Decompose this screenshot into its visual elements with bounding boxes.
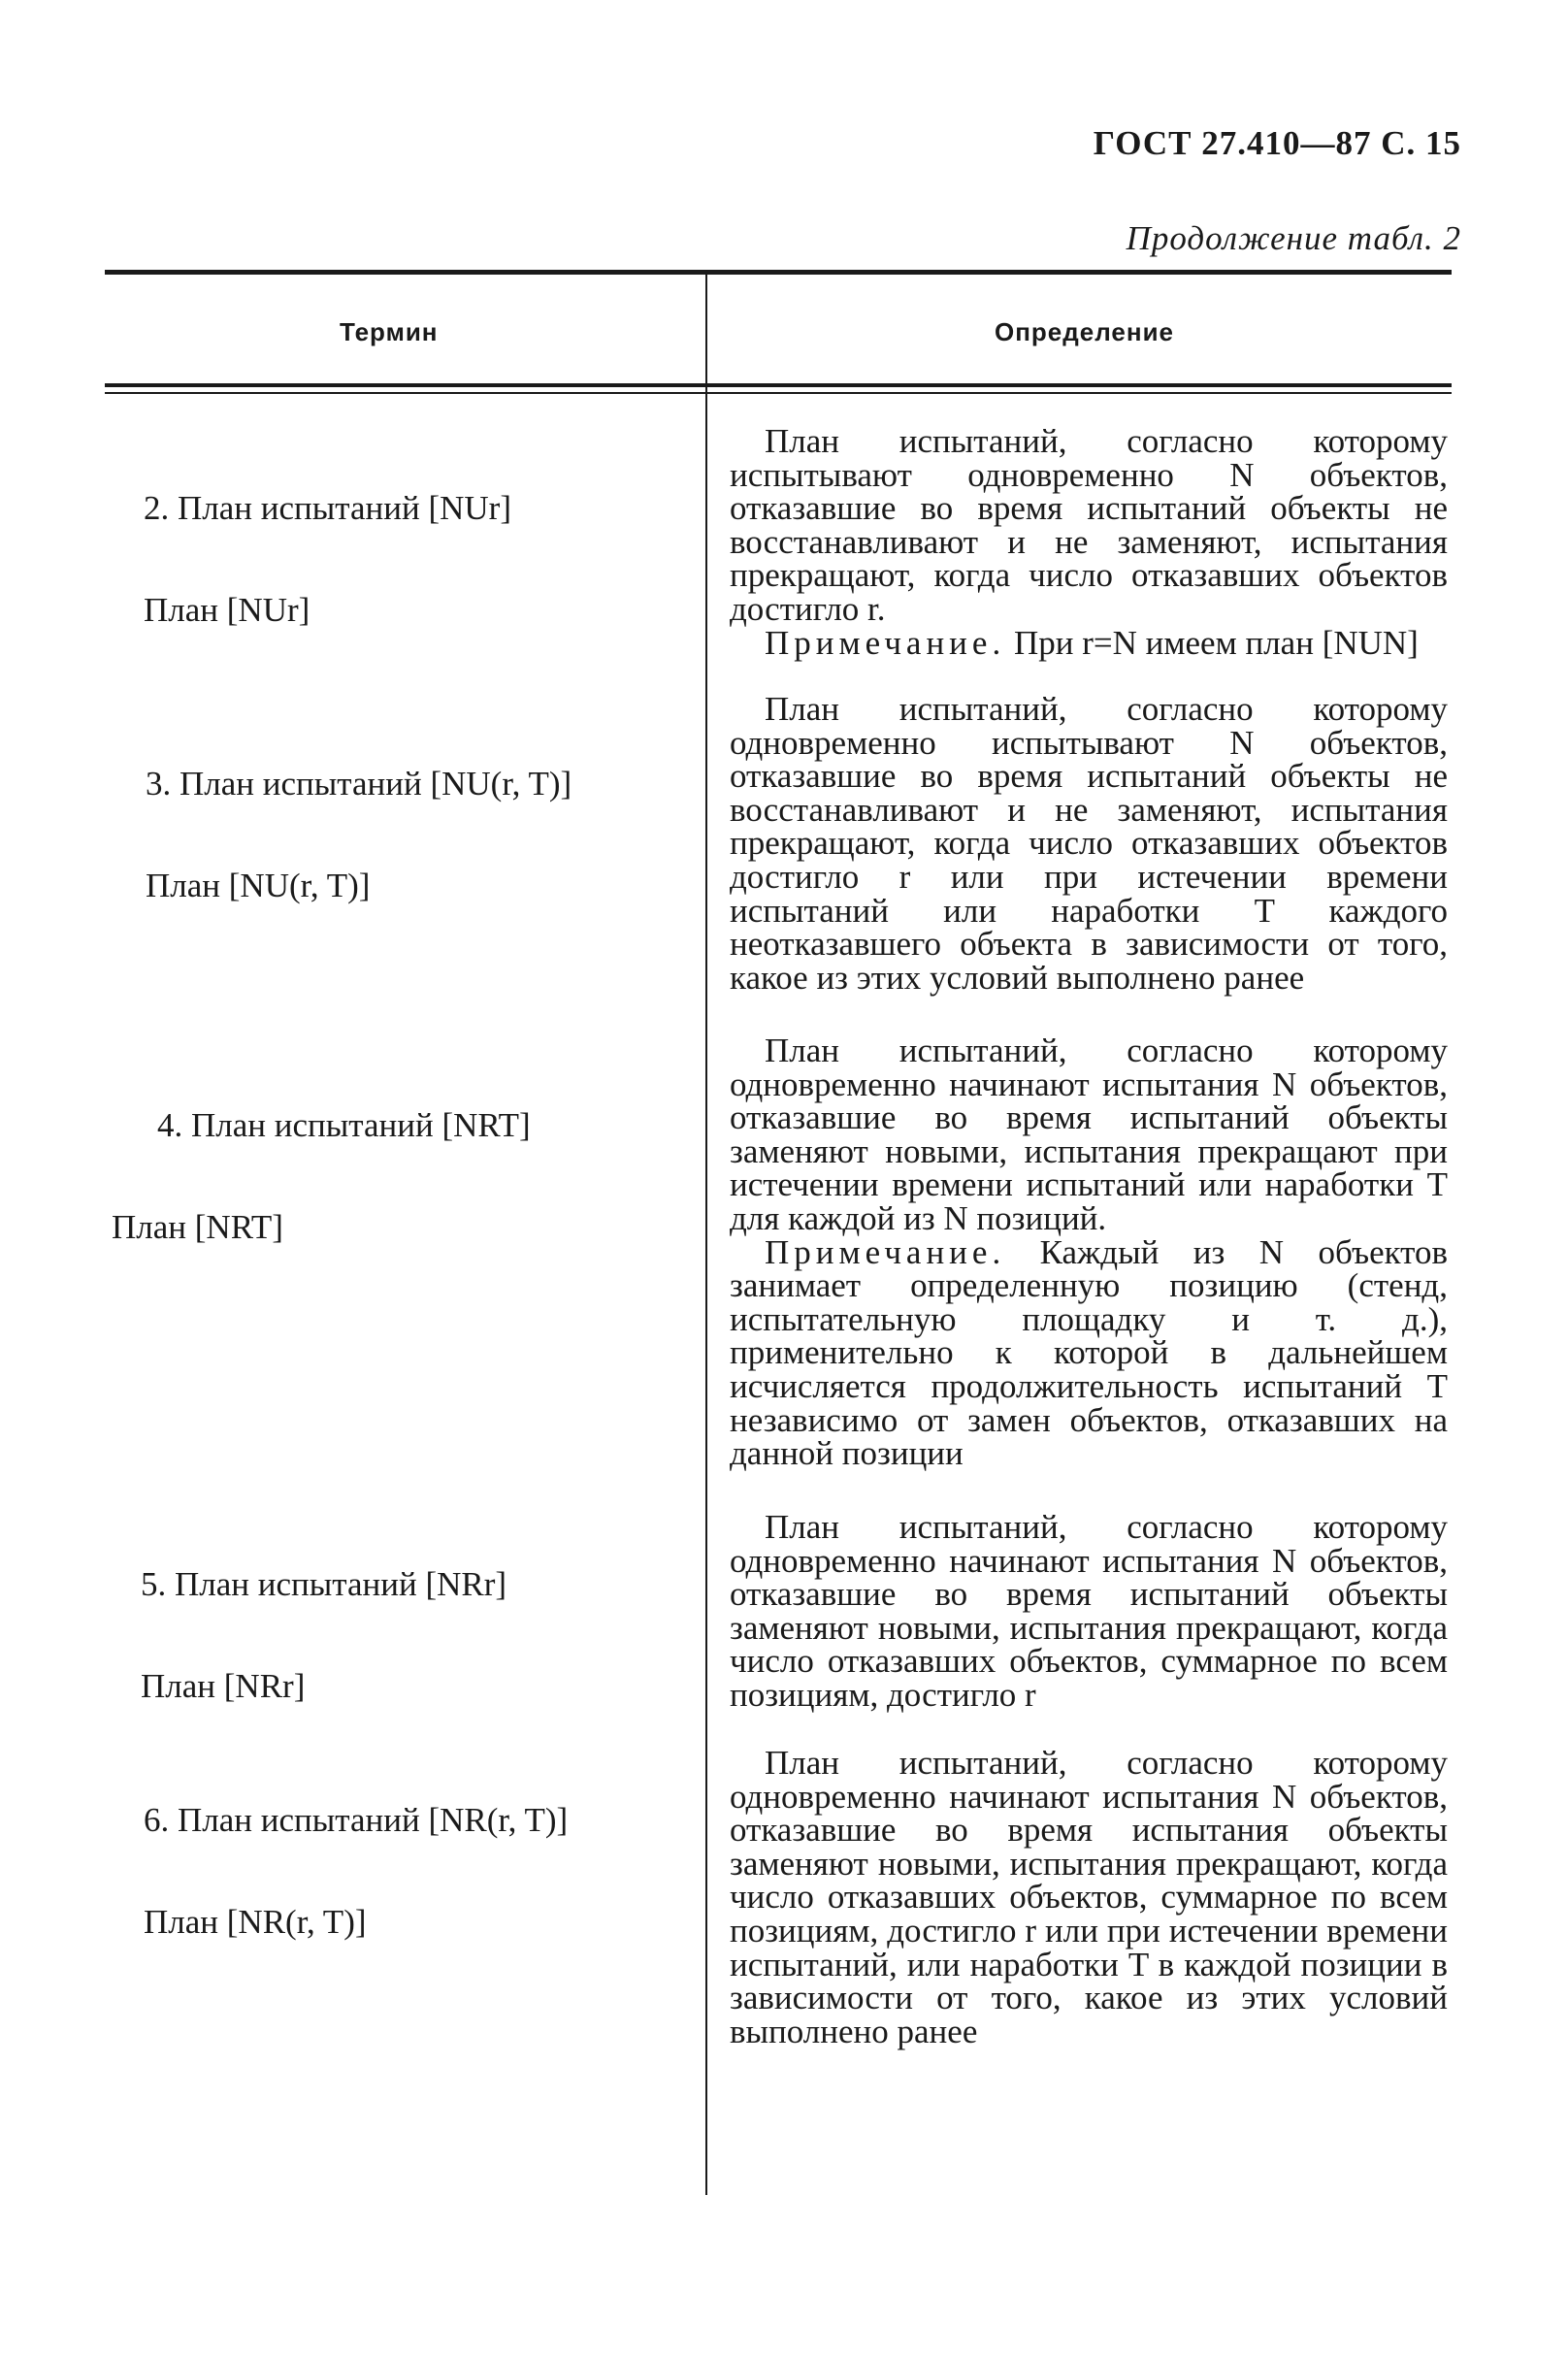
column-header-term: Термин — [340, 317, 439, 346]
definition-text: План испытаний, согласно которому одновременно испытывают N объектов, отказавшие во время испытаний объекты не восстанавливают и не заменяют, испытания прекращают, когда число отказавших объектов достигло r или при истечении времени испытаний или наработки T каждого неотказавшего объекта в зависимости от того, какое из этих условий выполнено ранее — [730, 690, 1448, 997]
definition-row-4 — [730, 1034, 1448, 1471]
term-row-6 — [144, 1735, 568, 1973]
term-row-2 — [144, 423, 511, 661]
term-row-4 — [112, 1040, 531, 1278]
table-continuation-label: Продолжение табл. 2 — [1126, 219, 1461, 257]
note-text: При r=N имеем план [NUN] — [1013, 623, 1419, 662]
note-label: Примечание. — [765, 1232, 1006, 1271]
definition-text: План испытаний, согласно которому одновременно начинают испытания N объектов, отказавшие во время испытаний объекты заменяют новыми, испытания прекращают, когда число отказавших объектов, суммарное по всем позициям, достигло r — [730, 1508, 1448, 1714]
definition-text: План испытаний, согласно которому одновременно начинают испытания N объектов, отказавшие во время испытания объекты заменяют новыми, испытания прекращают, когда число отказавших объектов, суммарное по всем позициям, достигло r или при истечении времени испытаний, или наработки T в каждой позиции в зависимости от того, какое из этих условий выполнено ранее — [730, 1744, 1448, 2050]
term-name: 5. План испытаний [NRr] — [141, 1565, 507, 1603]
definition-text: План испытаний, согласно которому испытывают одновременно N объектов, отказавшие во время испытаний объекты не восстанавливают и не заменяют, испытания прекращают, когда число отказавших объектов достигло r. — [730, 422, 1448, 628]
header-bottom-rule — [105, 383, 1452, 387]
term-name: 4. План испытаний [NRT] — [157, 1106, 531, 1144]
term-row-5 — [141, 1499, 506, 1737]
term-short: План [NRT] — [112, 1208, 283, 1246]
term-name: 3. План испытаний [NU(r, T)] — [146, 765, 572, 803]
definition-row-5 — [730, 1508, 1448, 1714]
term-name: 2. План испытаний [NUr] — [144, 489, 511, 527]
definition-row-6 — [730, 1744, 1448, 2050]
definition-note — [730, 1232, 1449, 1473]
term-short: План [NR(r, T)] — [144, 1903, 367, 1941]
note-text: Каждый из N объектов занимает определенную позицию (стенд, испытательную площадку и т. д.), применительно к которой в дальнейшем исчисляется продолжительность испытаний T независимо от замен объектов, отказавших на данной позиции — [730, 1232, 1449, 1473]
term-short: План [NRr] — [141, 1667, 306, 1705]
column-divider — [705, 274, 707, 2195]
header-bottom-rule-thin — [105, 392, 1452, 394]
definition-row-2 — [730, 422, 1448, 662]
table-top-rule — [105, 270, 1452, 275]
note-label: Примечание. — [765, 623, 1006, 662]
column-header-definition: Определение — [995, 317, 1175, 346]
definition-row-3 — [730, 690, 1448, 997]
definition-text: План испытаний, согласно которому одновременно начинают испытания N объектов, отказавшие во время испытаний объекты заменяют новыми, испытания прекращают при истечении времени испытаний или наработки T для каждой из N позиций. — [730, 1032, 1448, 1237]
term-row-3 — [146, 699, 572, 936]
definition-note — [730, 623, 1448, 662]
term-short: План [NUr] — [144, 591, 310, 629]
term-name: 6. План испытаний [NR(r, T)] — [144, 1801, 569, 1839]
page-header: ГОСТ 27.410—87 С. 15 — [1093, 124, 1461, 162]
term-short: План [NU(r, T)] — [146, 867, 371, 904]
